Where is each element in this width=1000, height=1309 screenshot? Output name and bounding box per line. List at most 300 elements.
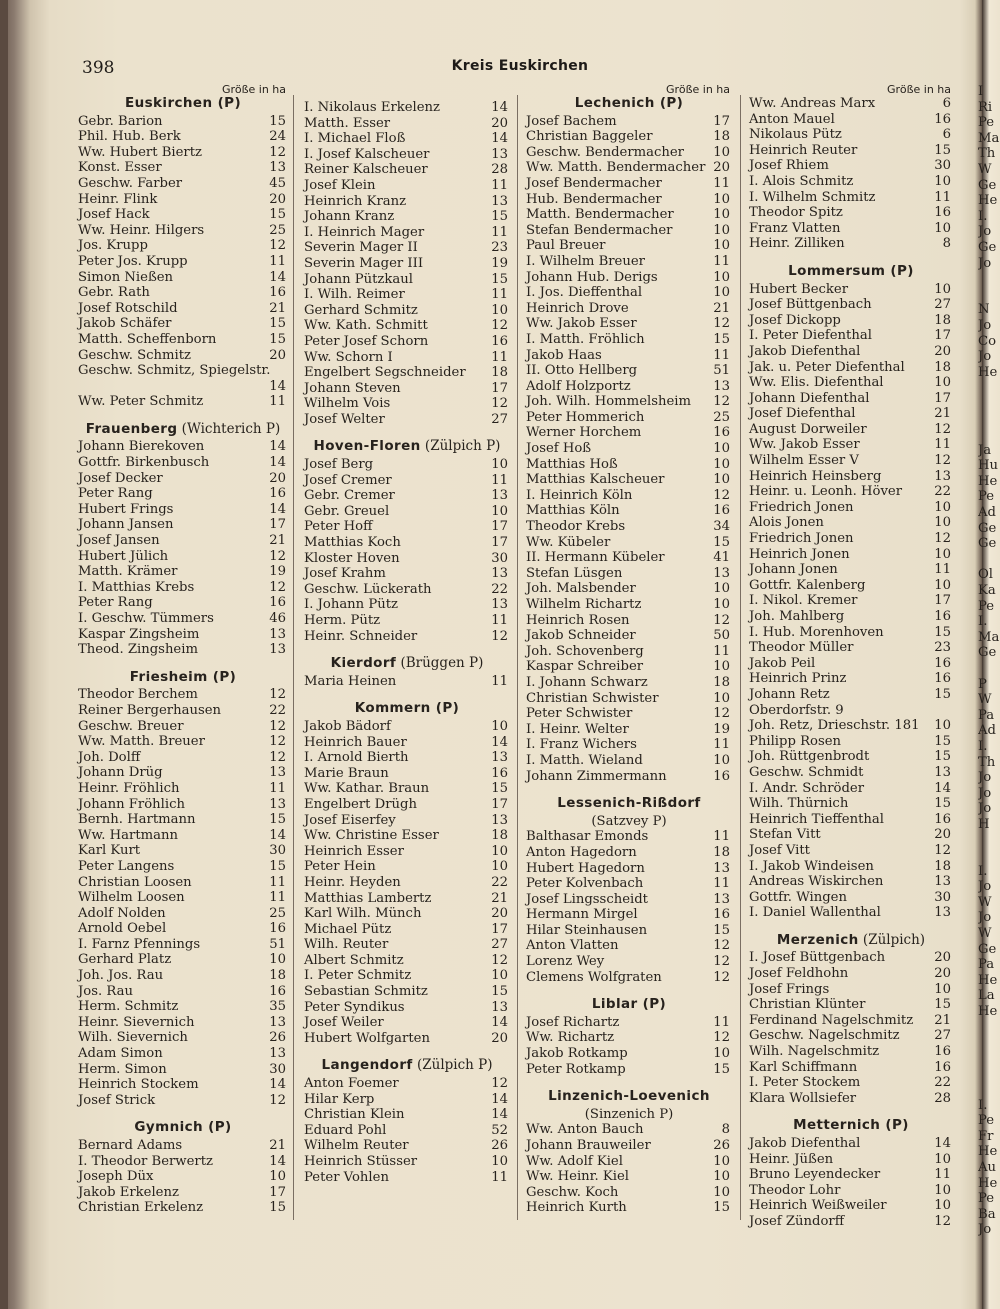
owner-name: Gerhard Platz [78, 952, 172, 968]
owner-name: Friedrich Jonen [749, 499, 854, 515]
table-row [526, 425, 732, 441]
area-ha: 10 [713, 144, 730, 160]
area-ha: 12 [713, 954, 730, 970]
area-ha: 14 [491, 1015, 508, 1031]
area-ha: 13 [269, 796, 286, 812]
area-ha: 12 [491, 318, 508, 334]
table-row [78, 719, 288, 735]
area-ha: 20 [269, 347, 286, 363]
fragment-line [978, 833, 1000, 849]
owner-name: Christian Erkelenz [78, 1200, 204, 1216]
area-ha: 12 [934, 842, 951, 858]
table-row [78, 270, 288, 286]
owner-name: Karl Wilh. Münch [304, 906, 422, 922]
owner-name: Michael Pütz [304, 921, 392, 937]
owner-name: Jakob Peil [749, 655, 816, 671]
owner-name: Wilh. Sievernich [78, 1030, 188, 1046]
fragment-line: Ad [978, 723, 996, 739]
table-row [749, 1044, 953, 1060]
area-ha: 13 [713, 891, 730, 907]
owner-name: Jak. u. Peter Diefenthal [749, 359, 905, 375]
owner-name: Heinr. Heyden [304, 874, 401, 890]
table-row [526, 722, 732, 738]
area-ha: 16 [269, 595, 286, 611]
table-row [304, 922, 510, 938]
area-ha: 16 [713, 907, 730, 923]
fragment-line [978, 380, 1000, 396]
table-row [749, 843, 953, 859]
area-ha: 17 [269, 517, 286, 533]
area-ha: 11 [491, 287, 508, 303]
area-ha: 12 [934, 453, 951, 469]
table-row [304, 906, 510, 922]
table-row [526, 1122, 732, 1138]
owner-name: Herm. Pütz [304, 613, 381, 628]
fragment-line: Jo [978, 349, 992, 365]
area-ha: 14 [269, 269, 286, 285]
table-row [304, 209, 510, 225]
owner-name: Albert Schmitz [304, 952, 404, 968]
table-row [526, 938, 732, 954]
area-ha: 14 [269, 1077, 286, 1093]
area-ha: 10 [713, 1046, 730, 1062]
table-row [304, 488, 510, 504]
owner-name: I. Michael Floß [304, 131, 406, 147]
table-row [749, 1091, 953, 1107]
owner-name: Josef Krahm [304, 566, 386, 582]
area-ha: 21 [934, 1012, 951, 1028]
table-row [78, 734, 288, 750]
owner-name: Heinrich Rosen [526, 612, 630, 628]
table-row [749, 1167, 953, 1183]
owner-name: Ww. Anton Bauch [526, 1122, 644, 1138]
area-ha: 11 [491, 224, 508, 240]
table-row [526, 176, 732, 192]
area-ha: 15 [269, 113, 286, 129]
table-row [304, 473, 510, 489]
section-parish: (Zülpich) [858, 931, 926, 948]
fragment-line [978, 427, 1000, 443]
area-ha: 17 [713, 113, 730, 129]
area-ha: 14 [491, 131, 508, 147]
owner-name: Andreas Wiskirchen [749, 874, 884, 890]
fragment-line: Jo [978, 785, 992, 801]
area-ha: 10 [934, 981, 951, 997]
owner-name: Gottfr. Kalenberg [749, 577, 866, 593]
table-row [749, 297, 953, 313]
owner-name: Jakob Diefenthal [749, 343, 861, 359]
owner-name: Balthasar Emonds [526, 829, 649, 845]
owner-name: Franz Vlatten [749, 220, 841, 236]
area-ha: 15 [491, 209, 508, 225]
area-ha: 26 [491, 1138, 508, 1154]
owner-name: Philipp Rosen [749, 733, 842, 749]
owner-name: Hubert Wolfgarten [304, 1030, 430, 1046]
owner-name: Geschw. Koch [526, 1184, 619, 1200]
table-row [526, 129, 732, 145]
table-row [78, 301, 288, 317]
section-heading [78, 1120, 288, 1136]
table-row [749, 905, 953, 921]
area-ha: 15 [934, 733, 951, 749]
table-row [749, 484, 953, 500]
owner-name: Stefan Lüsgen [526, 565, 623, 581]
fragment-line: P [978, 676, 987, 692]
area-ha: 10 [713, 238, 730, 254]
area-ha: 14 [491, 734, 508, 750]
area-ha: 10 [713, 1169, 730, 1185]
table-row [526, 907, 732, 923]
area-ha: 19 [713, 721, 730, 737]
area-ha: 30 [269, 843, 286, 859]
owner-name: Paul Breuer [526, 238, 606, 254]
owner-name: Gebr. Greuel [304, 503, 390, 519]
area-ha: 10 [713, 1153, 730, 1169]
table-row [749, 593, 953, 609]
owner-name: Ww. Elis. Diefenthal [749, 375, 884, 391]
table-row [304, 412, 510, 428]
owner-name: Theodor Krebs [526, 519, 626, 535]
fragment-line: Ge [978, 520, 997, 536]
area-ha: 16 [934, 111, 951, 127]
owner-name: Joh. Mahlberg [749, 609, 845, 624]
owner-name: Hubert Jülich [78, 548, 169, 564]
owner-name: Friedrich Jonen [749, 531, 854, 547]
table-row [526, 114, 732, 130]
section-name: Kommern (P) [354, 700, 460, 717]
section-heading [304, 439, 510, 455]
owner-name: Josef Jansen [78, 533, 160, 549]
area-ha: 27 [491, 937, 508, 953]
owner-name: Lorenz Wey [526, 954, 605, 970]
owner-name: Peter Jos. Krupp [78, 253, 188, 269]
table-row [78, 564, 288, 580]
owner-name: I. Heinrich Köln [526, 487, 633, 503]
table-row [749, 687, 953, 703]
table-row [749, 812, 953, 828]
table-row [78, 968, 288, 984]
fragment-line: Ka [978, 583, 996, 598]
table-row [749, 453, 953, 469]
area-ha: 20 [491, 1030, 508, 1046]
column-divider [740, 95, 741, 1220]
table-row [304, 381, 510, 397]
owner-name: Heinr. u. Leonh. Höver [749, 484, 903, 500]
owner-name: Gottfr. Wingen [749, 889, 847, 905]
area-ha: 13 [491, 812, 508, 828]
fragment-line [978, 661, 1000, 677]
area-ha: 12 [491, 396, 508, 412]
area-ha: 14 [491, 100, 508, 115]
table-row [749, 190, 953, 206]
owner-name: Gebr. Rath [78, 285, 150, 301]
fragment-line [978, 1066, 1000, 1082]
area-ha: 10 [934, 173, 951, 189]
area-ha: 8 [942, 236, 951, 252]
table-row [78, 549, 288, 565]
owner-name: Heinrich Tieffenthal [749, 811, 884, 827]
table-row [304, 674, 510, 690]
owner-name: I. Farnz Pfennings [78, 936, 201, 952]
table-row [526, 285, 732, 301]
area-ha: 11 [269, 890, 286, 906]
fragment-line: Jo [978, 879, 992, 895]
owner-name: I. Heinrich Mager [304, 224, 425, 240]
owner-name: Nikolaus Pütz [749, 127, 842, 143]
area-ha: 13 [934, 468, 951, 484]
section-name: Friesheim (P) [129, 668, 237, 685]
section-name: Merzenich [776, 931, 859, 948]
area-ha: 10 [934, 375, 951, 391]
owner-name: Matth. Scheffenborn [78, 331, 217, 347]
table-row [78, 223, 288, 239]
fragment-line: Ge [978, 536, 997, 552]
section-heading [749, 1118, 953, 1134]
table-row [526, 316, 732, 332]
area-ha: 11 [934, 437, 951, 453]
area-ha: 12 [934, 531, 951, 547]
section-heading [749, 264, 953, 280]
table-row [749, 827, 953, 843]
section-name: Lessenich-Rißdorf [557, 795, 701, 812]
owner-name: Heinrich Esser [304, 843, 404, 859]
area-ha: 35 [269, 999, 286, 1015]
owner-name: Jakob Schneider [526, 628, 636, 644]
area-ha: 11 [269, 874, 286, 890]
table-row [526, 581, 732, 597]
table-row [749, 313, 953, 329]
area-ha: 10 [713, 581, 730, 597]
area-ha: 10 [713, 597, 730, 612]
table-row [304, 535, 510, 551]
area-ha: 11 [269, 394, 286, 410]
fragment-line: I. [978, 208, 988, 224]
area-ha: 12 [713, 969, 730, 985]
owner-name: August Dorweiler [749, 421, 867, 437]
area-ha: 16 [934, 1044, 951, 1060]
owner-name: Matth. Krämer [78, 564, 178, 580]
owner-name: Josef Feldhohn [749, 966, 849, 982]
area-ha: 13 [269, 160, 286, 176]
owner-name: I. Franz Wichers [526, 737, 637, 753]
area-ha: 13 [491, 597, 508, 613]
area-ha: 17 [491, 380, 508, 396]
area-ha: 12 [713, 706, 730, 722]
area-ha: 15 [491, 781, 508, 797]
fragment-line: I [978, 84, 984, 99]
table-row [304, 272, 510, 288]
owner-name: Severin Mager III [304, 255, 424, 271]
area-ha: 14 [934, 1136, 951, 1151]
table-row [304, 1154, 510, 1170]
owner-name: Matthias Lambertz [304, 890, 432, 906]
area-ha: 16 [269, 285, 286, 301]
owner-name: Jakob Erkelenz [78, 1184, 179, 1200]
owner-name: Josef Frings [749, 981, 830, 997]
table-row [78, 207, 288, 223]
table-row [749, 344, 953, 360]
area-ha: 12 [934, 421, 951, 437]
area-ha: 12 [713, 394, 730, 410]
owner-name: Stefan Vitt [749, 827, 821, 843]
fragment-line: Pa [978, 707, 995, 723]
table-row [526, 753, 732, 769]
fragment-line: Ja [978, 442, 992, 458]
area-ha: 11 [491, 472, 508, 488]
area-ha: 18 [269, 968, 286, 984]
area-ha: 10 [713, 191, 730, 207]
table-row [526, 675, 732, 691]
owner-name: Heinrich Drove [526, 300, 629, 316]
owner-name: Josef Richartz [526, 1014, 620, 1030]
area-ha [286, 363, 288, 379]
table-row [78, 316, 288, 332]
owner-name: Bernh. Hartmann [78, 812, 196, 828]
fragment-line: Ba [978, 1206, 996, 1222]
table-row [749, 890, 953, 906]
owner-name: Josef Hack [78, 207, 150, 223]
table-row [304, 318, 510, 334]
area-ha: 13 [491, 146, 508, 162]
table-row [526, 845, 732, 861]
table-row [304, 719, 510, 735]
area-ha: 13 [713, 565, 730, 581]
page-number: 398 [82, 58, 115, 78]
table-row [304, 1031, 510, 1047]
table-row [78, 687, 288, 703]
table-row [526, 737, 732, 753]
table-row [749, 640, 953, 656]
fragment-line: Ma [978, 629, 1000, 645]
area-ha: 10 [491, 718, 508, 734]
fragment-line: Ol [978, 567, 994, 583]
table-row [78, 176, 288, 192]
owner-name: Hub. Bendermacher [526, 191, 662, 207]
owner-name: Kaspar Zingsheim [78, 626, 200, 642]
owner-name: Heinrich Heinsberg [749, 468, 882, 484]
area-ha: 10 [269, 1169, 286, 1185]
owner-name: Ww. Heinr. Kiel [526, 1169, 630, 1185]
area-ha: 10 [491, 457, 508, 473]
owner-name: II. Otto Hellberg [526, 363, 638, 379]
owner-name: Heinr. Fröhlich [78, 780, 180, 796]
table-row [526, 1138, 732, 1154]
owner-name: Theodor Berchem [78, 687, 198, 703]
area-ha: 10 [934, 499, 951, 515]
fragment-line: Ge [978, 645, 997, 661]
area-ha: 22 [934, 1075, 951, 1091]
section-heading [526, 96, 732, 112]
fragment-line: Pe [978, 115, 995, 131]
area-ha: 50 [713, 628, 730, 644]
owner-name: Bruno Leyendecker [749, 1167, 881, 1183]
table-row [749, 796, 953, 812]
table-row [304, 813, 510, 829]
area-ha: 6 [942, 127, 951, 143]
owner-name: Matth. Bendermacher [526, 207, 674, 223]
owner-name: I. Wilhelm Schmitz [749, 189, 876, 205]
owner-name: Johann Fröhlich [78, 796, 185, 812]
fragment-line: Pa [978, 957, 995, 973]
area-ha: 25 [713, 409, 730, 425]
table-row [526, 145, 732, 161]
owner-name: Peter Schwister [526, 706, 633, 722]
table-row [78, 1030, 288, 1046]
table-row [749, 328, 953, 344]
section-heading [78, 422, 288, 438]
area-ha: 20 [491, 115, 508, 131]
table-row [78, 254, 288, 270]
fragment-line: Jo [978, 1222, 992, 1238]
owner-name: Phil. Hub. Berk [78, 129, 181, 145]
owner-name: Geschw. Schmitz [78, 347, 191, 363]
fragment-line [978, 1020, 1000, 1036]
table-row [526, 1185, 732, 1201]
owner-name: Heinrich Kranz [304, 193, 407, 209]
area-ha: 27 [934, 297, 951, 313]
owner-name: Josef Klein [304, 177, 376, 193]
fragment-line: W [978, 894, 992, 910]
owner-name: Johann Hub. Derigs [526, 269, 658, 285]
owner-name: Theod. Zingsheim [78, 642, 198, 658]
area-ha: 11 [713, 876, 730, 892]
table-row [749, 547, 953, 563]
owner-name: Geschw. Schmidt [749, 764, 864, 780]
area-ha: 30 [491, 550, 508, 566]
owner-name: I. Peter Stockem [749, 1075, 861, 1091]
table-row [526, 550, 732, 566]
area-ha: 26 [269, 1030, 286, 1046]
table-row [78, 642, 288, 658]
area-ha: 30 [269, 1061, 286, 1077]
owner-name: Jakob Schäfer [78, 316, 172, 332]
table-row [749, 500, 953, 516]
table-row [749, 966, 953, 982]
owner-name: I. Geschw. Tümmers [78, 611, 214, 626]
table-row [749, 1028, 953, 1044]
column-divider [517, 95, 518, 1220]
area-ha: 11 [934, 189, 951, 205]
area-ha: 18 [934, 858, 951, 874]
area-ha: 25 [269, 905, 286, 921]
area-ha: 17 [934, 390, 951, 406]
table-row [749, 515, 953, 531]
owner-name: Stefan Bendermacher [526, 222, 673, 238]
fragment-line [978, 1051, 1000, 1067]
owner-name: Wilhelm Esser V [749, 453, 859, 469]
area-ha: 15 [269, 858, 286, 874]
area-ha: 13 [713, 378, 730, 394]
fragment-line [978, 552, 1000, 568]
section-name: Metternich (P) [793, 1117, 909, 1134]
area-ha: 14 [491, 1091, 508, 1107]
owner-name: Joh. Jos. Rau [78, 968, 164, 984]
area-ha: 11 [491, 613, 508, 628]
owner-name: Konst. Esser [78, 160, 162, 176]
area-ha: 6 [942, 96, 951, 111]
owner-name: Ww. Matth. Bendermacher [526, 160, 706, 176]
table-row [749, 282, 953, 298]
owner-name: Johann Bierekoven [78, 439, 205, 455]
table-row [78, 1185, 288, 1201]
owner-name: Joh. Wilh. Hommelsheim [526, 394, 691, 410]
table-row [526, 923, 732, 939]
owner-name: Matthias Köln [526, 503, 620, 519]
table-row [304, 504, 510, 520]
owner-name: Alois Jonen [749, 515, 824, 531]
table-row [749, 562, 953, 578]
table-row [78, 1154, 288, 1170]
